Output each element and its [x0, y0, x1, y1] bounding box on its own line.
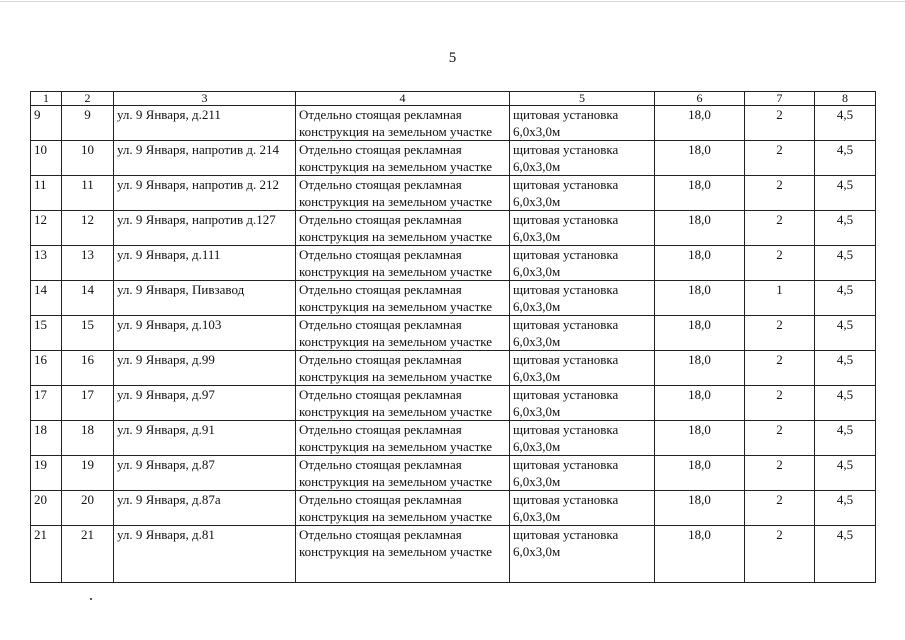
address-cell-text: ул. 9 Января, д.91	[117, 422, 215, 437]
value-cell	[815, 141, 876, 176]
construction-type-cell	[296, 456, 510, 491]
row-index-cell-text: 12	[81, 212, 94, 227]
sides-cell-text: 1	[776, 282, 783, 297]
address-cell	[114, 456, 296, 491]
address-cell-text: ул. 9 Января, Пивзавод	[117, 282, 245, 297]
installation-kind-cell	[510, 456, 655, 491]
address-cell-text: ул. 9 Января, напротив д. 212	[117, 177, 279, 192]
area-cell-text: 18,0	[688, 387, 711, 402]
area-cell	[655, 176, 745, 211]
sides-cell	[745, 246, 815, 281]
installation-kind-cell-text: щитовая установка	[513, 212, 619, 227]
row-number-cell	[31, 281, 62, 316]
area-cell	[655, 211, 745, 246]
row-index-cell-text: 10	[81, 142, 94, 157]
construction-type-cell-text: конструкция на земельном участке	[299, 299, 493, 314]
column-number: 6	[655, 92, 745, 106]
value-cell-text: 4,5	[836, 247, 854, 262]
row-index-cell-text: 18	[81, 422, 94, 437]
table-row	[31, 316, 876, 351]
value-cell	[815, 456, 876, 491]
construction-type-cell-text: конструкция на земельном участке	[299, 509, 493, 524]
installation-kind-cell-text: 6,0х3,0м	[513, 439, 561, 454]
installation-kind-cell-text: 6,0х3,0м	[513, 404, 561, 419]
construction-type-cell-text: конструкция на земельном участке	[299, 544, 493, 559]
area-cell-text: 18,0	[688, 422, 711, 437]
construction-type-cell	[296, 281, 510, 316]
sides-cell-text: 2	[776, 107, 783, 122]
top-divider	[0, 1, 905, 2]
row-number-cell-text: 19	[34, 457, 47, 472]
installation-kind-cell-text: щитовая установка	[513, 422, 619, 437]
value-cell-text: 4,5	[836, 177, 854, 192]
scan-dot	[90, 598, 92, 600]
area-cell-text: 18,0	[688, 142, 711, 157]
sides-cell	[745, 141, 815, 176]
row-index-cell	[62, 386, 114, 421]
row-number-cell-text: 9	[34, 107, 41, 122]
area-cell	[655, 421, 745, 456]
value-cell-text: 4,5	[836, 142, 854, 157]
installation-kind-cell-text: 6,0х3,0м	[513, 474, 561, 489]
address-cell	[114, 421, 296, 456]
row-index-cell	[62, 526, 114, 583]
installation-kind-cell-text: щитовая установка	[513, 247, 619, 262]
address-cell-text: ул. 9 Января, д.111	[117, 247, 221, 262]
address-cell	[114, 281, 296, 316]
value-cell	[815, 211, 876, 246]
installation-kind-cell-text: 6,0х3,0м	[513, 264, 561, 279]
sides-cell	[745, 176, 815, 211]
row-index-cell	[62, 246, 114, 281]
construction-type-cell-text: конструкция на земельном участке	[299, 334, 493, 349]
construction-type-cell	[296, 246, 510, 281]
installation-kind-cell-text: щитовая установка	[513, 282, 619, 297]
address-cell-text: ул. 9 Января, д.87а	[117, 492, 221, 507]
construction-type-cell-text: конструкция на земельном участке	[299, 404, 493, 419]
construction-type-cell-text: Отдельно стоящая рекламная	[299, 177, 462, 192]
column-number: 1	[31, 92, 62, 106]
area-cell-text: 18,0	[688, 527, 711, 542]
construction-type-cell-text: Отдельно стоящая рекламная	[299, 387, 462, 402]
installation-kind-cell	[510, 141, 655, 176]
address-cell	[114, 351, 296, 386]
area-cell-text: 18,0	[688, 177, 711, 192]
installation-kind-cell	[510, 421, 655, 456]
area-cell	[655, 141, 745, 176]
address-cell-text: ул. 9 Января, напротив д.127	[117, 212, 276, 227]
sides-cell-text: 2	[776, 177, 783, 192]
row-number-cell-text: 16	[34, 352, 47, 367]
value-cell-text: 4,5	[836, 457, 854, 472]
construction-type-cell-text: Отдельно стоящая рекламная	[299, 317, 462, 332]
area-cell-text: 18,0	[688, 247, 711, 262]
value-cell-text: 4,5	[836, 352, 854, 367]
construction-type-cell-text: конструкция на земельном участке	[299, 159, 493, 174]
construction-type-cell-text: конструкция на земельном участке	[299, 194, 493, 209]
row-index-cell-text: 9	[84, 107, 91, 122]
row-number-cell-text: 11	[34, 177, 47, 192]
value-cell	[815, 316, 876, 351]
table-row	[31, 176, 876, 211]
construction-type-cell-text: Отдельно стоящая рекламная	[299, 457, 462, 472]
installation-kind-cell-text: 6,0х3,0м	[513, 509, 561, 524]
sides-cell-text: 2	[776, 212, 783, 227]
area-cell	[655, 351, 745, 386]
installation-kind-cell-text: щитовая установка	[513, 142, 619, 157]
row-number-cell-text: 21	[34, 527, 47, 542]
address-cell	[114, 386, 296, 421]
row-number-cell	[31, 211, 62, 246]
construction-type-cell-text: Отдельно стоящая рекламная	[299, 247, 462, 262]
installation-kind-cell-text: 6,0х3,0м	[513, 159, 561, 174]
installation-kind-cell	[510, 351, 655, 386]
address-cell	[114, 211, 296, 246]
row-number-cell	[31, 141, 62, 176]
area-cell-text: 18,0	[688, 492, 711, 507]
table-row	[31, 421, 876, 456]
installation-kind-cell-text: щитовая установка	[513, 492, 619, 507]
construction-type-cell-text: Отдельно стоящая рекламная	[299, 282, 462, 297]
construction-type-cell-text: Отдельно стоящая рекламная	[299, 107, 462, 122]
installation-kind-cell-text: щитовая установка	[513, 352, 619, 367]
construction-type-cell-text: конструкция на земельном участке	[299, 474, 493, 489]
address-cell	[114, 176, 296, 211]
construction-type-cell-text: конструкция на земельном участке	[299, 124, 493, 139]
row-number-cell	[31, 351, 62, 386]
value-cell	[815, 351, 876, 386]
value-cell-text: 4,5	[836, 492, 854, 507]
value-cell	[815, 281, 876, 316]
row-number-cell	[31, 421, 62, 456]
row-number-cell	[31, 316, 62, 351]
installation-kind-cell-text: 6,0х3,0м	[513, 229, 561, 244]
construction-type-cell-text: Отдельно стоящая рекламная	[299, 352, 462, 367]
value-cell-text: 4,5	[836, 212, 854, 227]
construction-type-cell	[296, 176, 510, 211]
page-number: 5	[448, 50, 457, 66]
construction-type-cell	[296, 141, 510, 176]
area-cell-text: 18,0	[688, 352, 711, 367]
area-cell	[655, 456, 745, 491]
sides-cell	[745, 281, 815, 316]
construction-type-cell	[296, 526, 510, 583]
installation-kind-cell-text: 6,0х3,0м	[513, 544, 561, 559]
row-number-cell	[31, 176, 62, 211]
construction-type-cell-text: Отдельно стоящая рекламная	[299, 212, 462, 227]
sides-cell-text: 2	[776, 527, 783, 542]
area-cell	[655, 491, 745, 526]
column-number-row	[31, 92, 876, 106]
area-cell-text: 18,0	[688, 317, 711, 332]
address-cell-text: ул. 9 Января, д.97	[117, 387, 215, 402]
sides-cell-text: 2	[776, 317, 783, 332]
construction-type-cell-text: Отдельно стоящая рекламная	[299, 492, 462, 507]
installation-kind-cell-text: щитовая установка	[513, 527, 619, 542]
row-index-cell	[62, 106, 114, 141]
installation-kind-cell	[510, 491, 655, 526]
sides-cell	[745, 456, 815, 491]
row-number-cell	[31, 106, 62, 141]
address-cell-text: ул. 9 Января, д.87	[117, 457, 215, 472]
table-row	[31, 351, 876, 386]
row-index-cell	[62, 491, 114, 526]
area-cell	[655, 246, 745, 281]
address-cell-text: ул. 9 Января, д.211	[117, 107, 221, 122]
column-number: 8	[815, 92, 876, 106]
row-index-cell-text: 20	[81, 492, 94, 507]
construction-type-cell	[296, 106, 510, 141]
construction-type-cell-text: Отдельно стоящая рекламная	[299, 422, 462, 437]
area-cell	[655, 281, 745, 316]
construction-type-cell	[296, 351, 510, 386]
installation-kind-cell	[510, 211, 655, 246]
table-row	[31, 281, 876, 316]
value-cell	[815, 386, 876, 421]
installation-kind-cell-text: щитовая установка	[513, 457, 619, 472]
installation-kind-cell	[510, 526, 655, 583]
sides-cell-text: 2	[776, 492, 783, 507]
row-index-cell-text: 21	[81, 527, 94, 542]
construction-type-cell	[296, 211, 510, 246]
value-cell	[815, 246, 876, 281]
row-index-cell-text: 13	[81, 247, 94, 262]
row-number-cell-text: 12	[34, 212, 47, 227]
row-index-cell	[62, 176, 114, 211]
address-cell	[114, 491, 296, 526]
sides-cell-text: 2	[776, 142, 783, 157]
row-index-cell-text: 15	[81, 317, 94, 332]
installation-kind-cell	[510, 386, 655, 421]
installation-kind-cell-text: щитовая установка	[513, 387, 619, 402]
column-number: 4	[296, 92, 510, 106]
installation-kind-cell	[510, 281, 655, 316]
sides-cell	[745, 491, 815, 526]
row-index-cell	[62, 211, 114, 246]
value-cell	[815, 421, 876, 456]
value-cell-text: 4,5	[836, 317, 854, 332]
address-cell	[114, 106, 296, 141]
address-cell-text: ул. 9 Января, напротив д. 214	[117, 142, 279, 157]
table-row	[31, 386, 876, 421]
sides-cell	[745, 351, 815, 386]
row-number-cell-text: 14	[34, 282, 47, 297]
row-index-cell-text: 19	[81, 457, 94, 472]
construction-type-cell-text: конструкция на земельном участке	[299, 369, 493, 384]
table-row	[31, 526, 876, 583]
construction-type-cell-text: конструкция на земельном участке	[299, 229, 493, 244]
row-index-cell	[62, 281, 114, 316]
area-cell	[655, 106, 745, 141]
area-cell-text: 18,0	[688, 212, 711, 227]
sides-cell	[745, 386, 815, 421]
value-cell-text: 4,5	[836, 107, 854, 122]
value-cell-text: 4,5	[836, 422, 854, 437]
construction-type-cell	[296, 316, 510, 351]
address-cell	[114, 141, 296, 176]
construction-type-cell	[296, 386, 510, 421]
row-index-cell-text: 11	[81, 177, 94, 192]
value-cell-text: 4,5	[836, 282, 854, 297]
table-row	[31, 141, 876, 176]
construction-type-cell	[296, 421, 510, 456]
column-number: 2	[62, 92, 114, 106]
value-cell-text: 4,5	[836, 527, 854, 542]
row-number-cell	[31, 456, 62, 491]
row-number-cell	[31, 386, 62, 421]
construction-type-cell	[296, 491, 510, 526]
sides-cell-text: 2	[776, 352, 783, 367]
row-number-cell	[31, 246, 62, 281]
value-cell-text: 4,5	[836, 387, 854, 402]
value-cell	[815, 176, 876, 211]
area-cell-text: 18,0	[688, 282, 711, 297]
area-cell	[655, 386, 745, 421]
row-index-cell	[62, 351, 114, 386]
sides-cell	[745, 526, 815, 583]
installation-kind-cell-text: 6,0х3,0м	[513, 124, 561, 139]
installation-kind-cell	[510, 176, 655, 211]
row-number-cell-text: 13	[34, 247, 47, 262]
area-cell-text: 18,0	[688, 107, 711, 122]
address-cell-text: ул. 9 Января, д.103	[117, 317, 222, 332]
installation-kind-cell-text: 6,0х3,0м	[513, 194, 561, 209]
area-cell	[655, 316, 745, 351]
row-index-cell	[62, 456, 114, 491]
installation-kind-cell	[510, 106, 655, 141]
installation-kind-cell-text: 6,0х3,0м	[513, 299, 561, 314]
value-cell	[815, 491, 876, 526]
table-row	[31, 106, 876, 141]
column-number: 7	[745, 92, 815, 106]
row-index-cell-text: 14	[81, 282, 94, 297]
installation-kind-cell	[510, 246, 655, 281]
area-cell-text: 18,0	[688, 457, 711, 472]
registry-table	[30, 91, 876, 583]
row-number-cell-text: 18	[34, 422, 47, 437]
row-index-cell	[62, 316, 114, 351]
value-cell	[815, 106, 876, 141]
table-body	[31, 106, 876, 583]
row-index-cell	[62, 141, 114, 176]
sides-cell	[745, 211, 815, 246]
row-number-cell	[31, 526, 62, 583]
installation-kind-cell-text: щитовая установка	[513, 107, 619, 122]
construction-type-cell-text: конструкция на земельном участке	[299, 264, 493, 279]
table-row	[31, 246, 876, 281]
construction-type-cell-text: Отдельно стоящая рекламная	[299, 527, 462, 542]
sides-cell	[745, 316, 815, 351]
installation-kind-cell	[510, 316, 655, 351]
address-cell-text: ул. 9 Января, д.99	[117, 352, 215, 367]
address-cell-text: ул. 9 Января, д.81	[117, 527, 215, 542]
installation-kind-cell-text: щитовая установка	[513, 177, 619, 192]
row-number-cell-text: 15	[34, 317, 47, 332]
row-index-cell	[62, 421, 114, 456]
installation-kind-cell-text: щитовая установка	[513, 317, 619, 332]
row-number-cell-text: 17	[34, 387, 47, 402]
sides-cell	[745, 421, 815, 456]
installation-kind-cell-text: 6,0х3,0м	[513, 369, 561, 384]
sides-cell-text: 2	[776, 387, 783, 402]
row-number-cell-text: 20	[34, 492, 47, 507]
sides-cell-text: 2	[776, 457, 783, 472]
table-row	[31, 456, 876, 491]
row-number-cell	[31, 491, 62, 526]
sides-cell-text: 2	[776, 422, 783, 437]
value-cell	[815, 526, 876, 583]
table-row	[31, 211, 876, 246]
column-number: 5	[510, 92, 655, 106]
column-number: 3	[114, 92, 296, 106]
installation-kind-cell-text: 6,0х3,0м	[513, 334, 561, 349]
address-cell	[114, 526, 296, 583]
address-cell	[114, 316, 296, 351]
address-cell	[114, 246, 296, 281]
construction-type-cell-text: Отдельно стоящая рекламная	[299, 142, 462, 157]
construction-type-cell-text: конструкция на земельном участке	[299, 439, 493, 454]
row-number-cell-text: 10	[34, 142, 47, 157]
sides-cell	[745, 106, 815, 141]
area-cell	[655, 526, 745, 583]
row-index-cell-text: 17	[81, 387, 94, 402]
sides-cell-text: 2	[776, 247, 783, 262]
table-row	[31, 491, 876, 526]
row-index-cell-text: 16	[81, 352, 94, 367]
